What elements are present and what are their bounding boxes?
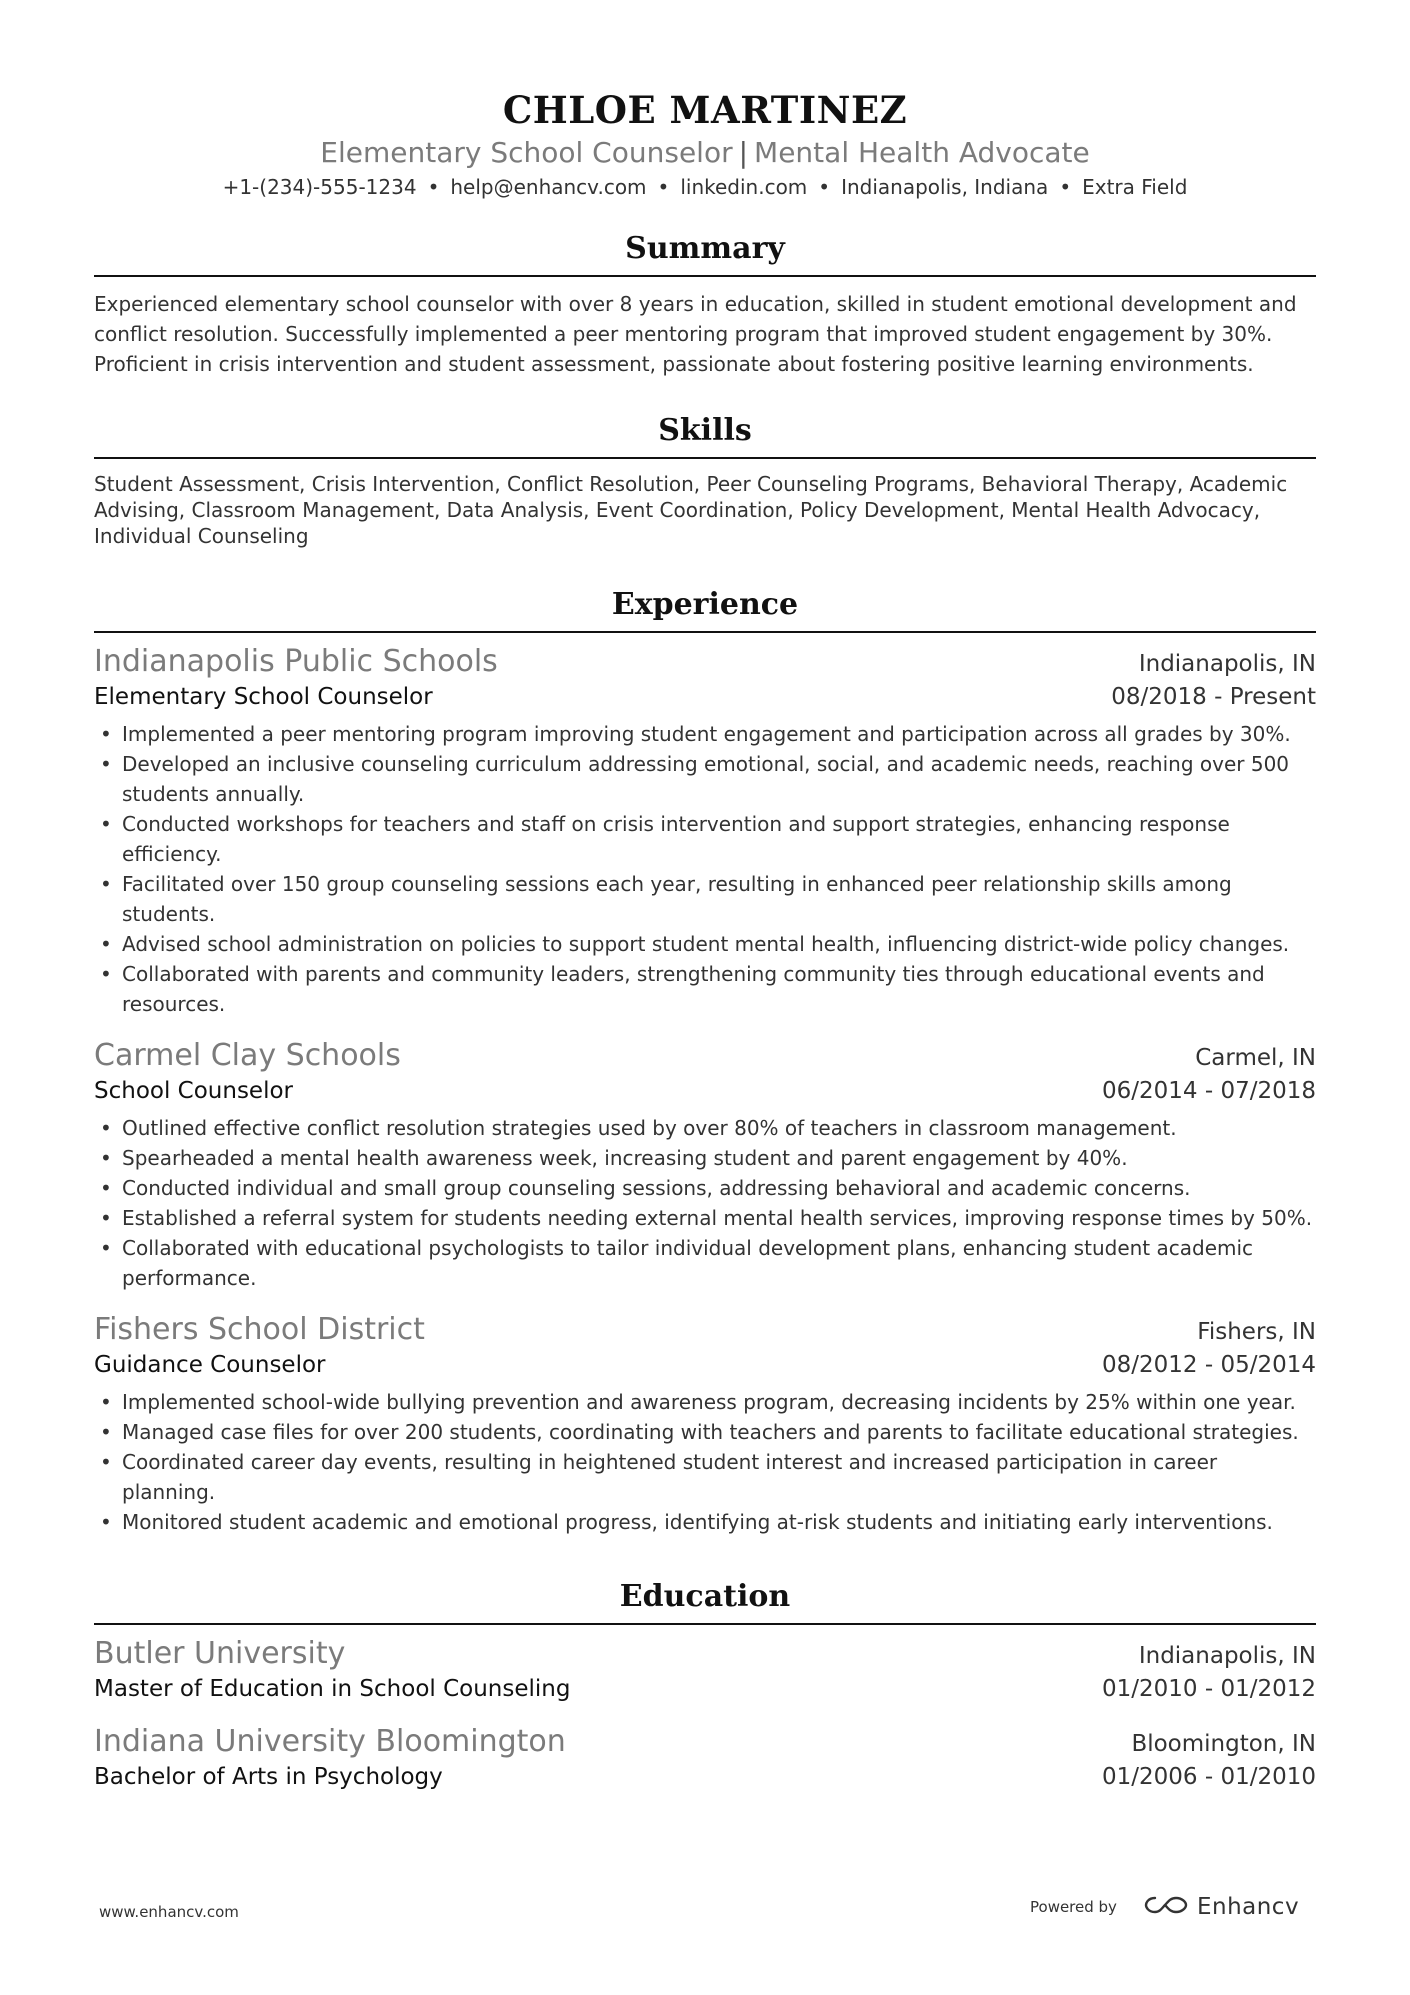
achievement-item: • Spearheaded a mental health awareness week, increasing student and parent engagement by 40%. [94,1143,1316,1173]
achievement-item: • Developed an inclusive counseling curriculum addressing emotional, social, and academic needs, reaching over 500 students annually. [94,749,1316,809]
contact-separator: • [1059,175,1072,199]
job-location: Indianapolis, IN [1138,651,1316,677]
title-separator: | [738,136,749,169]
title-primary: Elementary School Counselor [320,136,733,169]
achievement-list [94,1113,1316,1293]
school-location: Bloomington, IN [1131,1731,1316,1757]
achievement-item: • Implemented school-wide bullying prevention and awareness program, decreasing incidents by 25% within one year. [94,1387,1316,1417]
contact-email[interactable]: help@enhancv.com [450,175,647,199]
skills-text: Student Assessment, Crisis Intervention, Conflict Resolution, Peer Counseling Programs, Behavioral Therapy, Academic Advising, Classroom Management, Data Analysis, Event Coordination, Policy Development, Mental Health Advocacy, Individual Counseling [94,472,1288,548]
job-dates: 06/2014 - 07/2018 [1101,1078,1316,1104]
section-divider [94,631,1316,633]
experience-entry [94,643,1316,1019]
degree: Master of Education in School Counseling [94,1676,571,1702]
section-title-skills: Skills [658,413,752,448]
school-name: Indiana University Bloomington [94,1724,566,1759]
enhancv-logo-icon [1143,1893,1189,1921]
achievement-list [94,1387,1316,1537]
education-entry [94,1723,1316,1793]
summary-section [94,229,1316,379]
contact-phone[interactable]: +1-(234)-555-1234 [222,175,417,199]
school-location: Indianapolis, IN [1138,1643,1316,1669]
education-section [94,1577,1316,1793]
achievement-list [94,719,1316,1019]
section-divider [94,1623,1316,1625]
education-dates: 01/2010 - 01/2012 [1101,1676,1316,1702]
job-dates: 08/2018 - Present [1111,684,1316,710]
section-title-experience: Experience [611,587,799,622]
section-divider [94,457,1316,459]
contact-location: Indianapolis, Indiana [841,175,1049,199]
achievement-item: • Managed case files for over 200 students, coordinating with teachers and parents to facilitate educational strategies. [94,1417,1316,1447]
employer-name: Carmel Clay Schools [94,1038,401,1073]
contact-separator: • [427,175,440,199]
education-entry [94,1635,1316,1705]
section-title-summary: Summary [625,231,785,266]
experience-section [94,585,1316,1537]
candidate-title [94,134,1316,172]
achievement-item: • Monitored student academic and emotional progress, identifying at-risk students and initiating early interventions. [94,1507,1316,1537]
powered-by-label: Powered by [1030,1898,1117,1916]
contact-extra-field: Extra Field [1082,175,1188,199]
contact-line [94,173,1316,201]
resume-header [94,0,1316,201]
footer-branding [1030,1893,1299,1921]
achievement-item: • Conducted workshops for teachers and staff on crisis intervention and support strategies, enhancing response efficiency. [94,809,1316,869]
achievement-item: • Advised school administration on policies to support student mental health, influencing district-wide policy changes. [94,929,1316,959]
resume-page [94,0,1316,1793]
job-location: Carmel, IN [1195,1045,1316,1071]
experience-entry [94,1311,1316,1537]
employer-name: Fishers School District [94,1312,425,1347]
contact-separator: • [657,175,670,199]
achievement-item: • Facilitated over 150 group counseling sessions each year, resulting in enhanced peer relationship skills among students. [94,869,1316,929]
achievement-item: • Established a referral system for students needing external mental health services, improving response times by 50%. [94,1203,1316,1233]
achievement-item: • Outlined effective conflict resolution strategies used by over 80% of teachers in classroom management. [94,1113,1316,1143]
job-title: Elementary School Counselor [94,684,433,710]
achievement-item: • Implemented a peer mentoring program improving student engagement and participation across all grades by 30%. [94,719,1316,749]
section-divider [94,275,1316,277]
school-name: Butler University [94,1636,346,1671]
footer-website[interactable]: www.enhancv.com [99,1903,239,1921]
education-dates: 01/2006 - 01/2010 [1101,1764,1316,1790]
job-title: Guidance Counselor [94,1352,326,1378]
achievement-item: • Coordinated career day events, resulting in heightened student interest and increased participation in career planning. [94,1447,1316,1507]
experience-entry [94,1037,1316,1293]
brand-name[interactable]: Enhancv [1196,1894,1300,1920]
achievement-item: • Collaborated with parents and community leaders, strengthening community ties through educational events and resources. [94,959,1316,1019]
achievement-item: • Conducted individual and small group counseling sessions, addressing behavioral and academic concerns. [94,1173,1316,1203]
achievement-item: • Collaborated with educational psychologists to tailor individual development plans, enhancing student academic performance. [94,1233,1316,1293]
title-secondary: Mental Health Advocate [754,136,1090,169]
contact-separator: • [818,175,831,199]
job-dates: 08/2012 - 05/2014 [1101,1352,1316,1378]
summary-text: Experienced elementary school counselor with over 8 years in education, skilled in student emotional development and conflict resolution. Successfully implemented a peer mentoring program that improved student engagement by 30%. Proficient in crisis intervention and student assessment, passionate about fostering positive learning environments. [94,292,1297,376]
job-title: School Counselor [94,1078,294,1104]
job-location: Fishers, IN [1197,1319,1316,1345]
degree: Bachelor of Arts in Psychology [94,1764,443,1790]
employer-name: Indianapolis Public Schools [94,644,498,679]
contact-linkedin[interactable]: linkedin.com [680,175,808,199]
candidate-name: CHLOE MARTINEZ [502,88,908,132]
skills-section [94,411,1316,549]
section-title-education: Education [619,1579,791,1614]
